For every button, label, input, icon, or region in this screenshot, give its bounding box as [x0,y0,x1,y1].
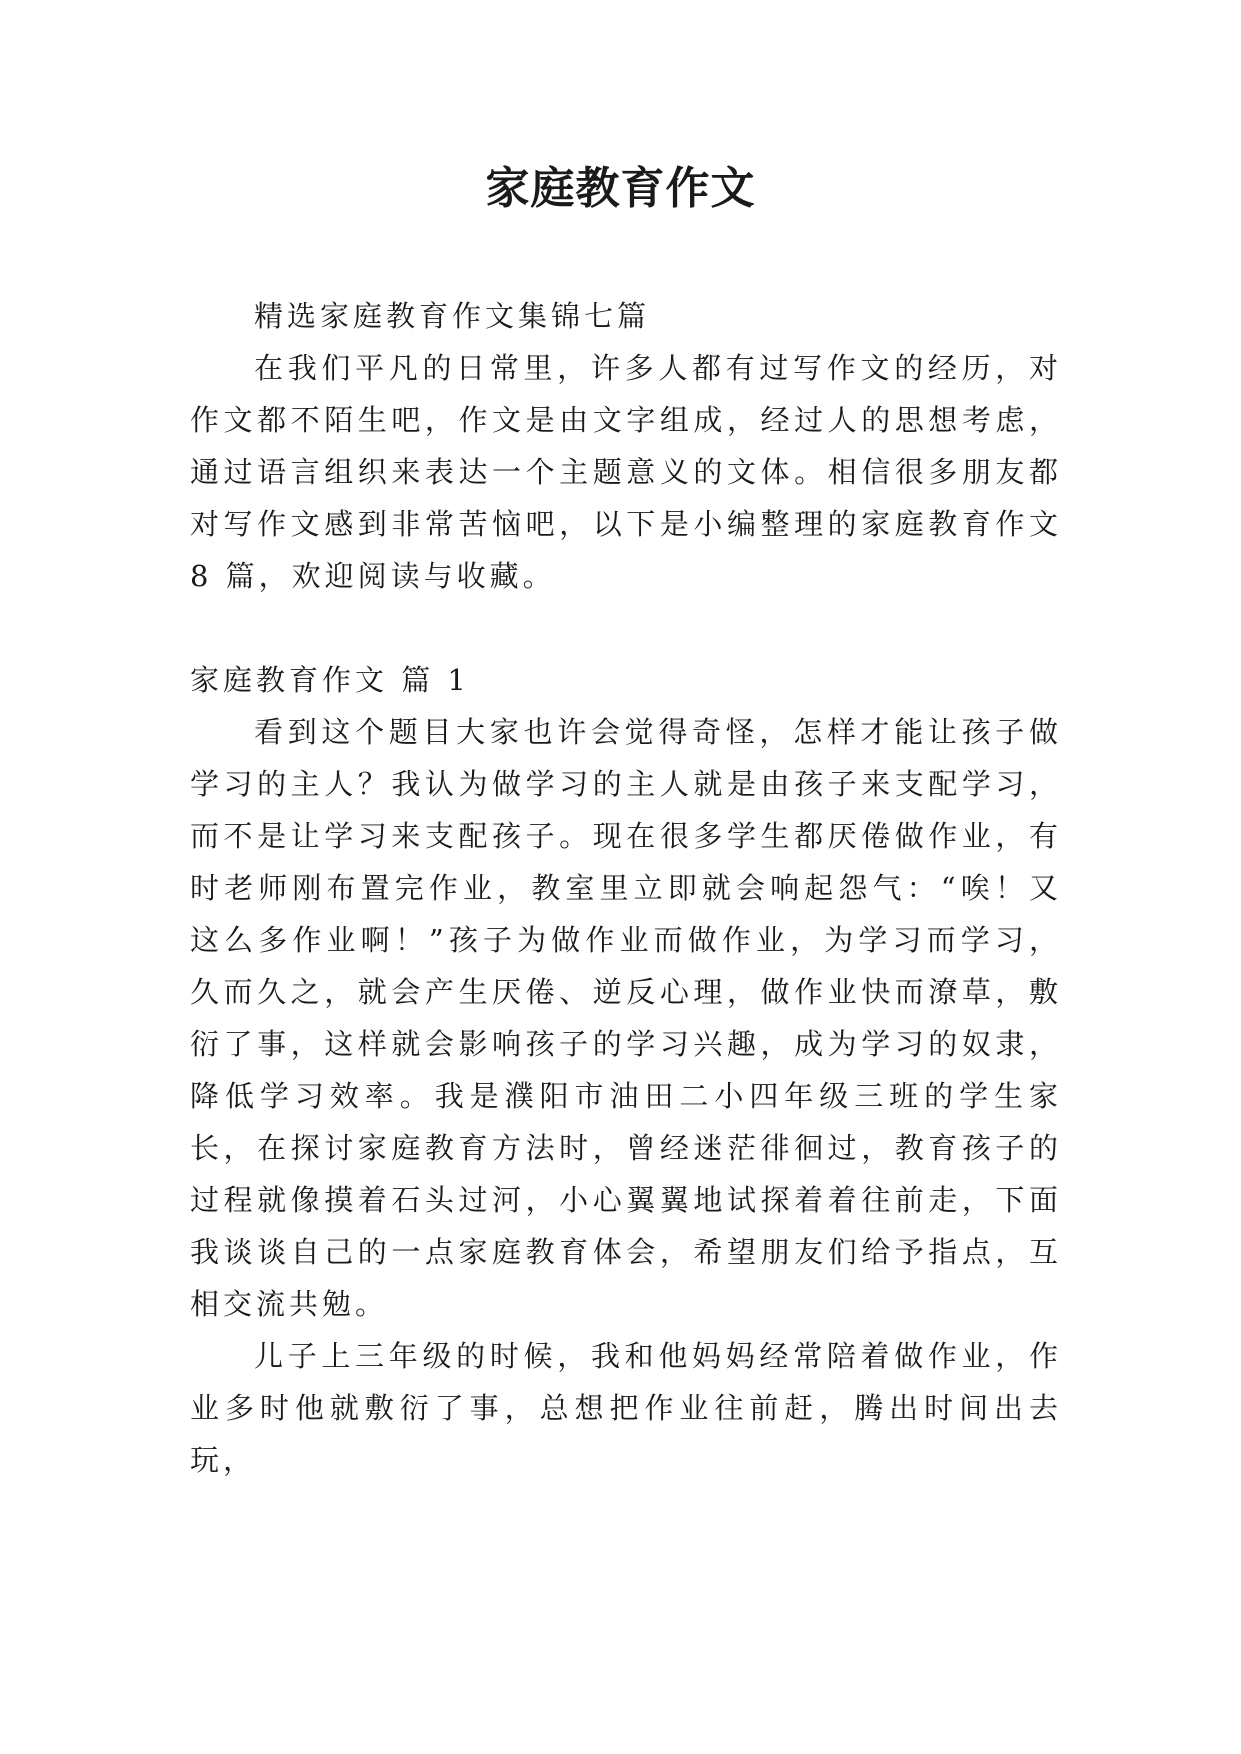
document-body [190,290,1062,1486]
document-title: 家庭教育作文 [485,163,756,214]
section-paragraph-2: 儿子上三年级的时候，我和他妈妈经常陪着做作业，作业多时他就敷衍了事，总想把作业往前赶，腾出时间出去玩， [190,1339,1062,1477]
section-paragraph-1: 看到这个题目大家也许会觉得奇怪，怎样才能让孩子做学习的主人？我认为做学习的主人就是由孩子来支配学习，而不是让学习来支配孩子。现在很多学生都厌倦做作业，有时老师刚布置完作业，教室里立即就会响起怨气：“唉！又这么多作业啊！”孩子为做作业而做作业，为学习而学习，久而久之，就会产生厌倦、逆反心理，做作业快而潦草，敷衍了事，这样就会影响孩子的学习兴趣，成为学习的奴隶，降低学习效率。我是濮阳市油田二小四年级三班的学生家长，在探讨家庭教育方法时，曾经迷茫徘徊过，教育孩子的过程就像摸着石头过河，小心翼翼地试探着着往前走，下面我谈谈自己的一点家庭教育体会，希望朋友们给予指点，互相交流共勉。 [190,715,1062,1321]
intro-paragraph: 在我们平凡的日常里，许多人都有过写作文的经历，对作文都不陌生吧，作文是由文字组成，经过人的思想考虑，通过语言组织来表达一个主题意义的文体。相信很多朋友都对写作文感到非常苦恼吧，以下是小编整理的家庭教育作文8 篇，欢迎阅读与收藏。 [190,351,1062,593]
intro-subtitle: 精选家庭教育作文集锦七篇 [254,299,651,333]
section-heading: 家庭教育作文 篇 1 [190,663,470,697]
section-spacer [190,602,1062,654]
